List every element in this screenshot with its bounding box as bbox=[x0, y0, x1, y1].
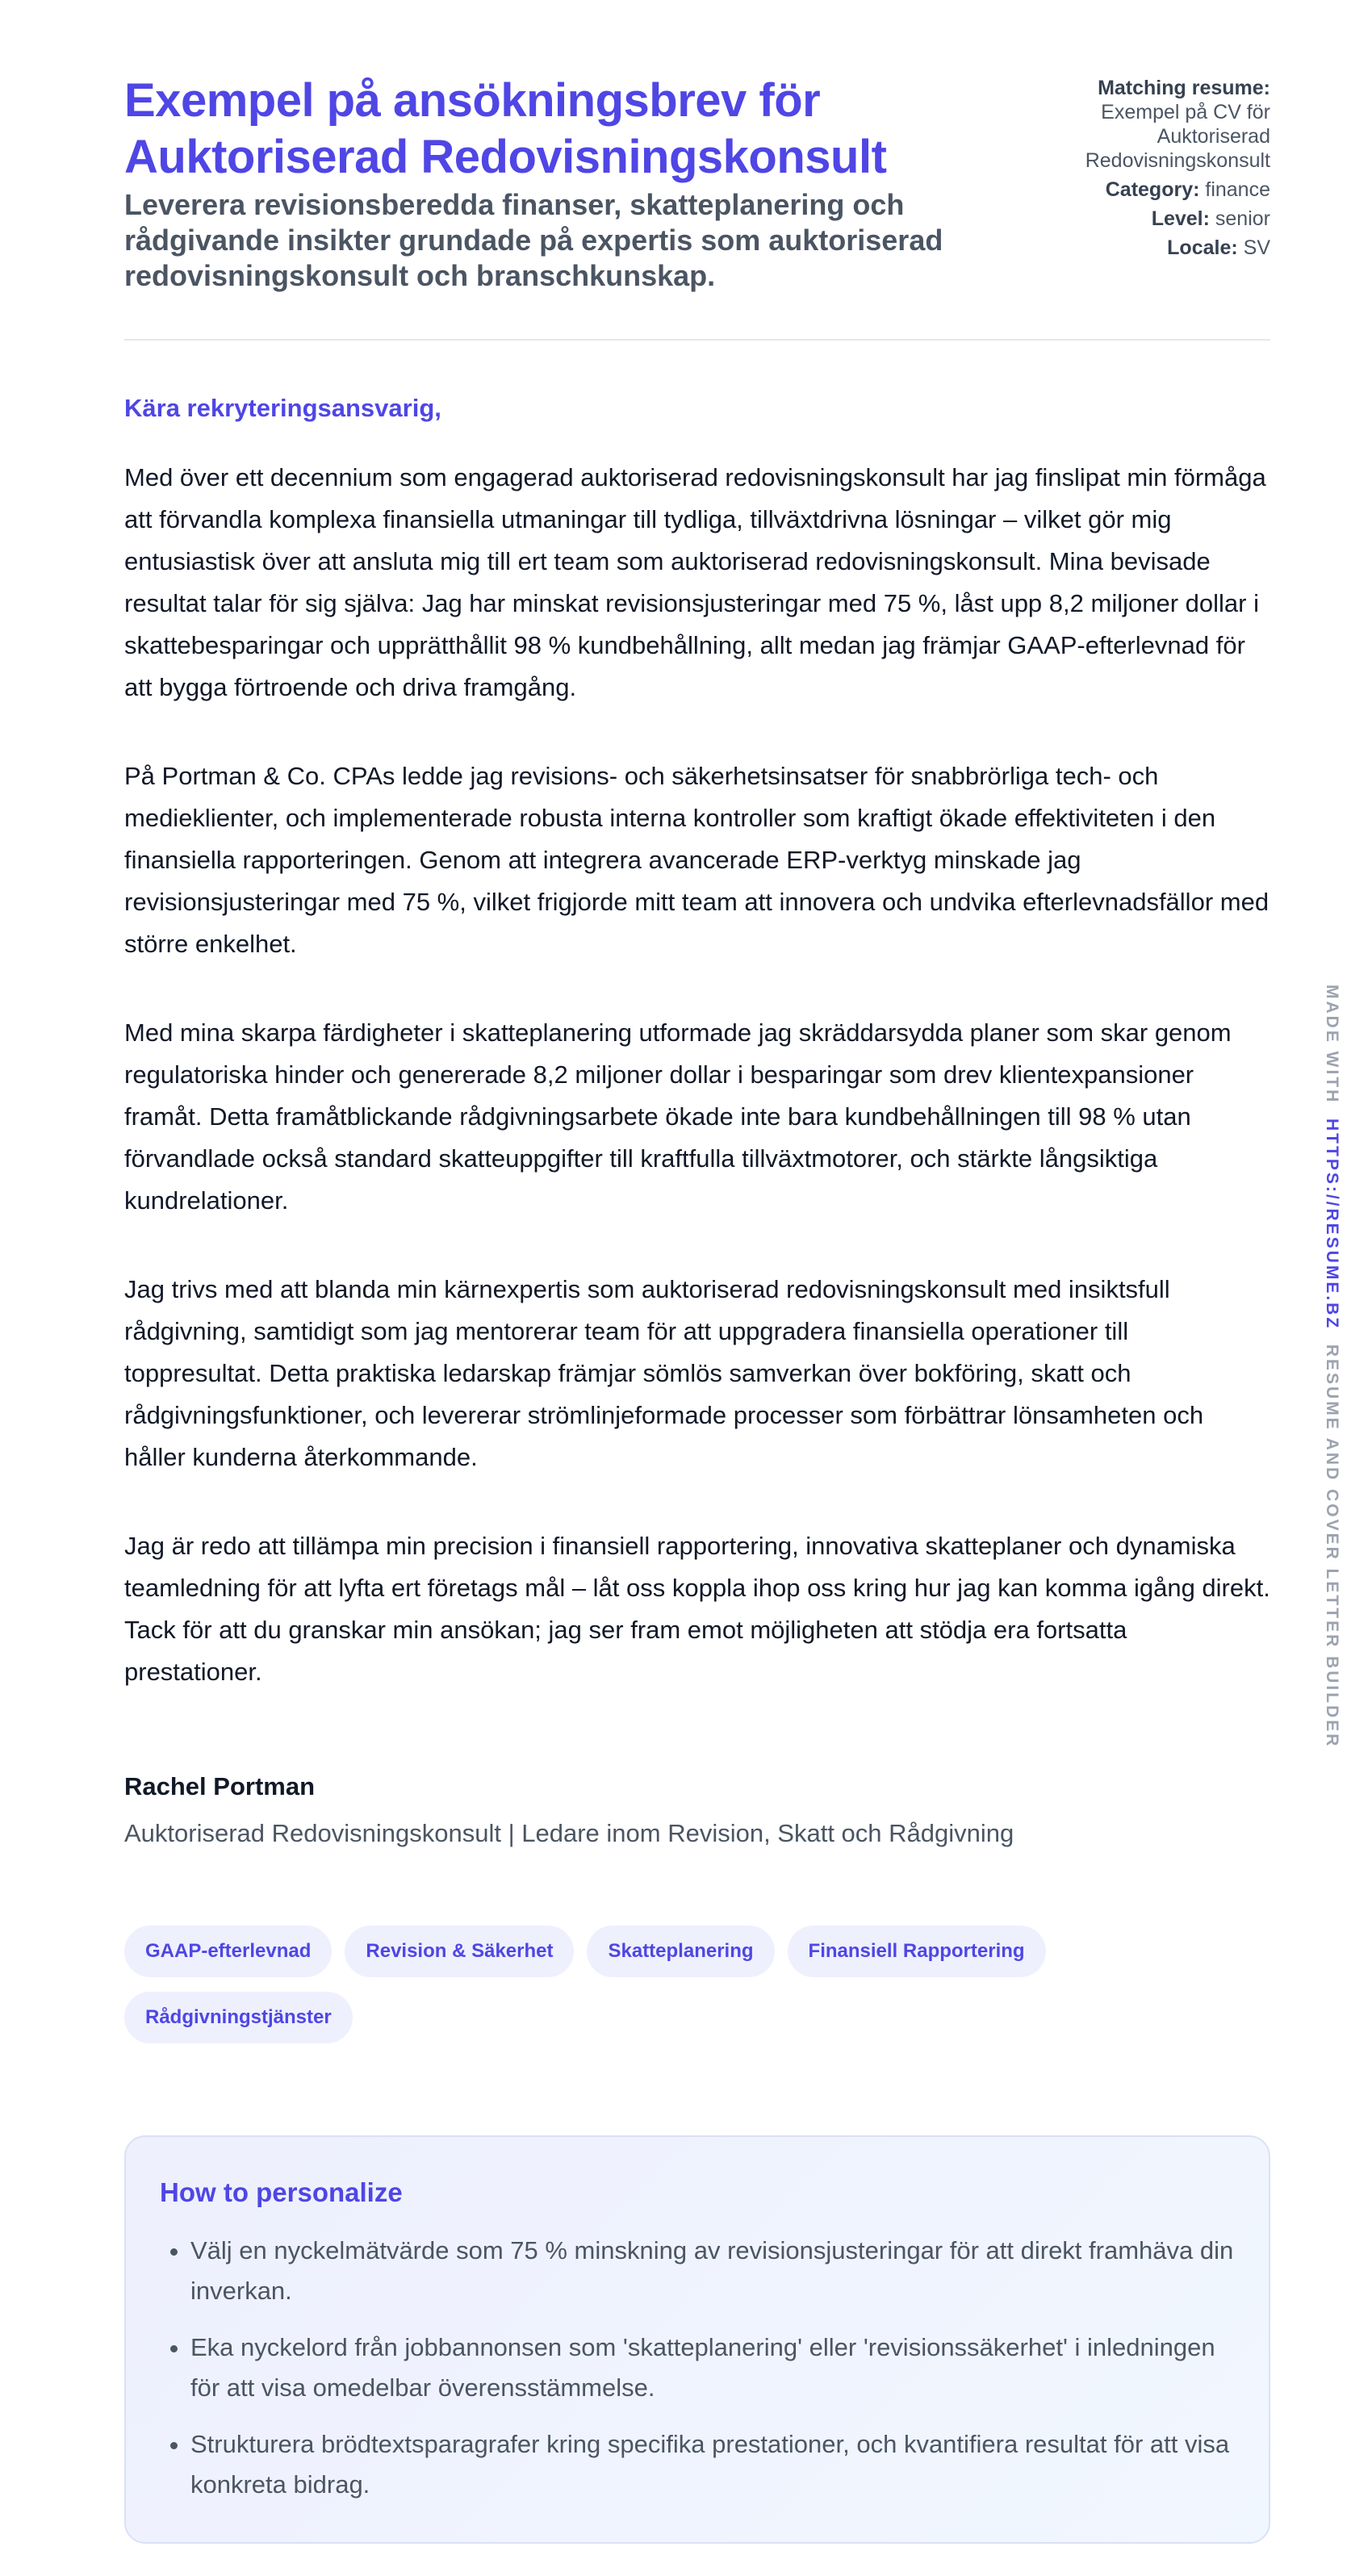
meta-resume-label: Matching resume: bbox=[1098, 77, 1270, 99]
letter-body bbox=[124, 457, 1270, 1740]
tips-list bbox=[160, 2231, 1235, 2505]
watermark-link[interactable]: HTTPS://RESUME.BZ bbox=[1323, 1119, 1341, 1331]
meta-level-label: Level: bbox=[1151, 207, 1210, 230]
meta-locale-value: SV bbox=[1243, 236, 1270, 259]
header bbox=[124, 0, 1270, 341]
skill-tag: Revision & Säkerhet bbox=[345, 1926, 574, 1977]
meta-category bbox=[1028, 178, 1270, 202]
meta-level bbox=[1028, 207, 1270, 231]
meta-category-label: Category: bbox=[1105, 178, 1200, 201]
meta-resume-value[interactable]: Exempel på CV för Auktoriserad Redovisningskonsult bbox=[1085, 101, 1270, 172]
signature-name: Rachel Portman bbox=[124, 1772, 316, 1800]
skill-tag: Skatteplanering bbox=[587, 1926, 774, 1977]
tip-item: • Strukturera brödtextsparagrafer kring specifika prestationer, och kvantifiera resultat för att visa konkreta bidrag. bbox=[190, 2424, 1235, 2505]
letter-paragraph: Med över ett decennium som engagerad auktoriserad redovisningskonsult har jag finslipat min förmåga att förvandla komplexa finansiella utmaningar till tydliga, tillväxtdrivna lösningar – vilket gör mig entusiastisk över att ansluta mig till ert team som auktoriserad redovisningskonsult. Mina bevisade resultat talar för sig själva: Jag har minskat revisionsjusteringar med 75 %, låst upp 8,2 miljoner dollar i skattebesparingar och upprätthållit 98 % kundbehållning, allt medan jag främjar GAAP-efterlevnad för att bygga förtroende och driva framgång. bbox=[124, 463, 1266, 701]
skill-tag: GAAP-efterlevnad bbox=[124, 1926, 332, 1977]
meta-locale bbox=[1028, 236, 1270, 260]
letter-paragraph: Med mina skarpa färdigheter i skatteplanering utformade jag skräddarsydda planer som skar genom regulatoriska hinder och genererade 8,2 miljoner dollar i besparingar som drev klientexpansioner framåt. Detta framåtblickande rådgivningsarbete ökade inte bara kundbehållningen till 98 % utan förvandlade också standard skatteuppgifter till kraftfulla tillväxtmotorer, och stärkte långsiktiga kundrelationer. bbox=[124, 1018, 1232, 1215]
letter-paragraph: På Portman & Co. CPAs ledde jag revisions- och säkerhetsinsatser för snabbrörliga tech- och medieklienter, och implementerade robusta interna kontroller som kraftigt ökade effektiviteten i den finansiella rapporteringen. Genom att integrera avancerade ERP-verktyg minskade jag revisionsjusteringar med 75 %, vilket frigjorde mitt team att innovera och undvika efterlevnadsfällor med större enkelhet. bbox=[124, 762, 1270, 958]
watermark-suffix: RESUME AND COVER LETTER BUILDER bbox=[1323, 1344, 1341, 1749]
cover-letter-page bbox=[124, 0, 1270, 2499]
signature-title: Auktoriserad Redovisningskonsult | Ledare inom Revision, Skatt och Rådgivning bbox=[124, 1819, 1014, 1847]
meta-panel bbox=[1028, 76, 1270, 265]
letter-greeting: Kära rekryteringsansvarig, bbox=[124, 394, 441, 422]
meta-locale-label: Locale: bbox=[1167, 236, 1238, 259]
meta-level-value: senior bbox=[1215, 207, 1270, 230]
letter-paragraph: Jag trivs med att blanda min kärnexpertis som auktoriserad redovisningskonsult med insiktsfull rådgivning, samtidigt som jag mentorerar team för att uppgradera finansiella operationer till toppresultat. Detta praktiska ledarskap främjar sömlös samverkan över bokföring, skatt och rådgivningsfunktioner, och levererar strömlinjeformade processer som förbättrar lönsamheten och håller kunderna återkommande. bbox=[124, 1275, 1204, 1471]
personalize-tips-card bbox=[124, 2135, 1270, 2544]
page-title: Exempel på ansökningsbrev för Auktoriserad Redovisningskonsult bbox=[124, 74, 887, 183]
watermark-prefix: MADE WITH bbox=[1323, 985, 1341, 1105]
tip-item: • Välj en nyckelmätvärde som 75 % minskning av revisionsjusteringar för att direkt framhäva din inverkan. bbox=[190, 2231, 1235, 2311]
made-with-watermark bbox=[1322, 985, 1341, 1748]
page-subtitle: Leverera revisionsberedda finanser, skatteplanering och rådgivande insikter grundade på expertis som auktoriserad redovisningskonsult och branschkunskap. bbox=[124, 188, 943, 292]
tips-title: How to personalize bbox=[160, 2177, 403, 2207]
letter-paragraph: Jag är redo att tillämpa min precision i finansiell rapportering, innovativa skatteplaner och dynamiska teamledning för att lyfta ert företags mål – låt oss koppla ihop oss kring hur jag kan komma igång direkt. Tack för att du granskar min ansökan; jag ser fram emot möjligheten att stödja era fortsatta prestationer. bbox=[124, 1532, 1270, 1686]
skill-tags bbox=[124, 1926, 1270, 2043]
skill-tag: Finansiell Rapportering bbox=[788, 1926, 1046, 1977]
meta-resume bbox=[1028, 76, 1270, 173]
skill-tag: Rådgivningstjänster bbox=[124, 1992, 353, 2043]
meta-category-value: finance bbox=[1205, 178, 1270, 201]
tip-item: • Eka nyckelord från jobbannonsen som 'skatteplanering' eller 'revisionssäkerhet' i inledningen för att visa omedelbar överensstämmelse. bbox=[190, 2327, 1235, 2408]
